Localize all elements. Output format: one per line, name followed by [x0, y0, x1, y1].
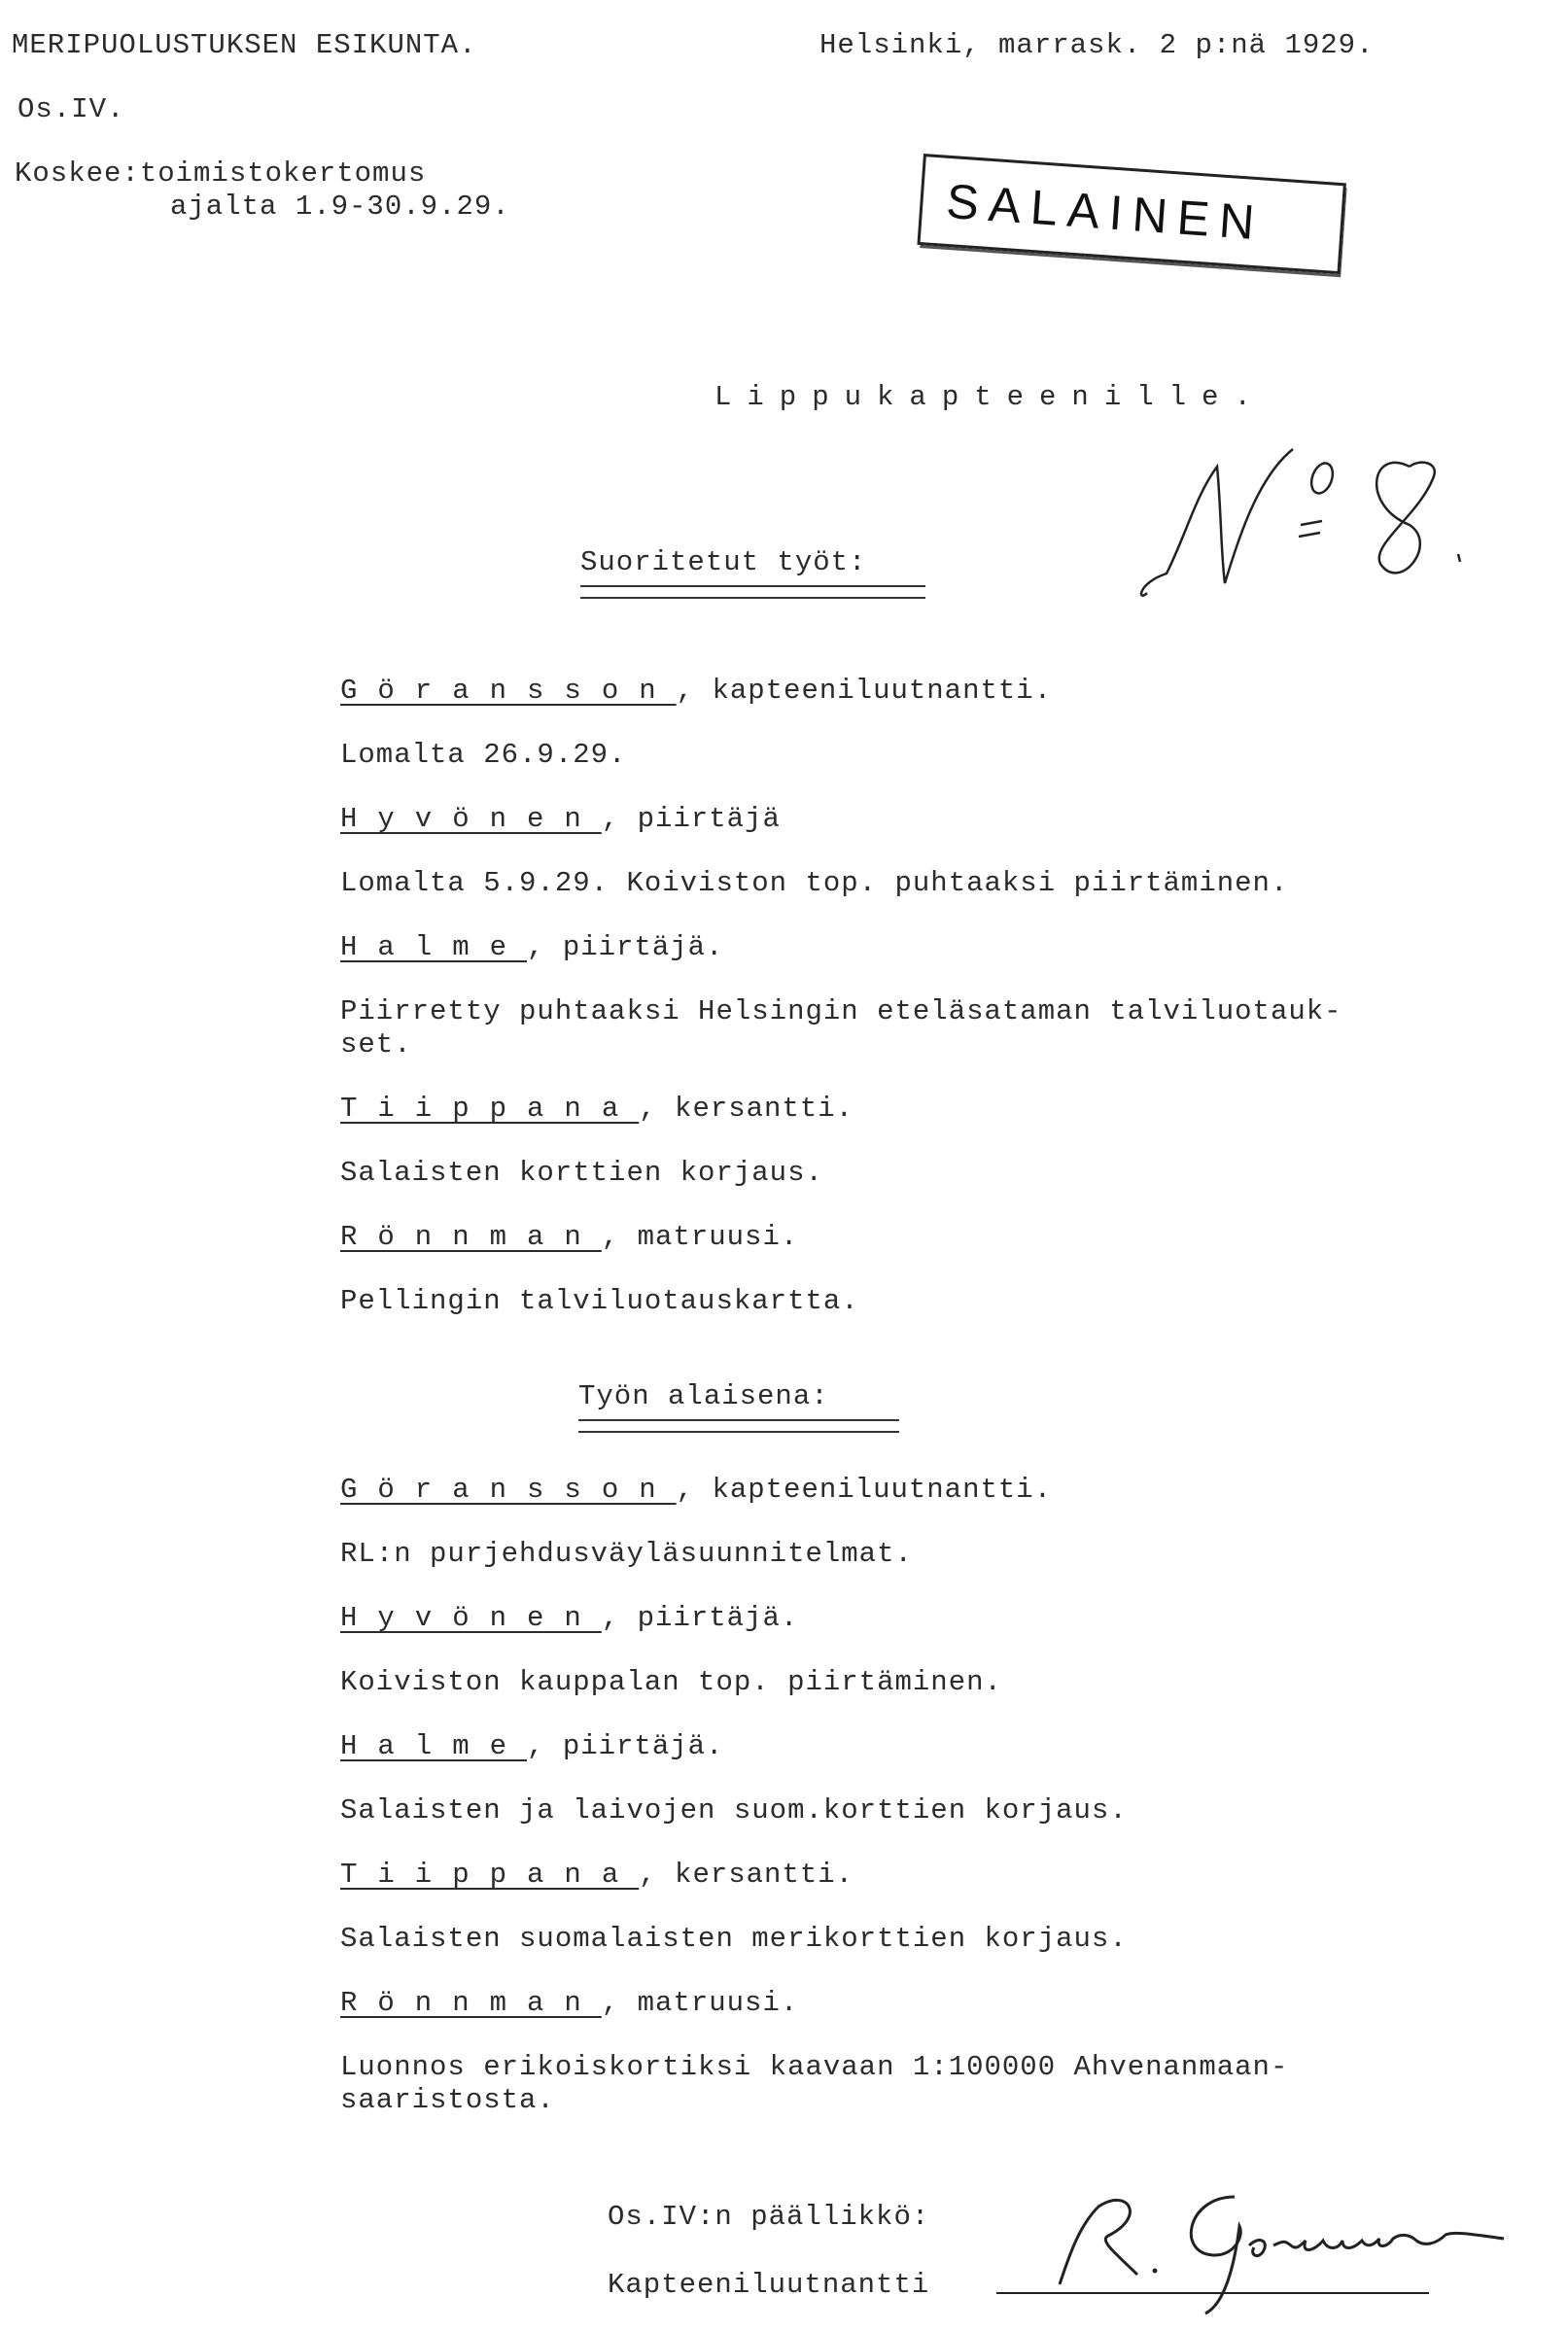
signature-title: Os.IV:n päällikkö:: [608, 2201, 930, 2233]
task-progress-1: Koiviston kauppalan top. piirtäminen.: [340, 1666, 1002, 1698]
entry-progress-1: [340, 1602, 798, 1635]
recipient: Lippukapteenille.: [714, 381, 1267, 413]
entry-progress-4: [340, 1987, 798, 2020]
task-progress-3: Salaisten suomalaisten merikorttien korjaus.: [340, 1923, 1128, 1955]
person-rank: , piirtäjä: [601, 803, 781, 835]
subject-line-1: Koskee:toimistokertomus: [15, 157, 427, 190]
completed-heading-rule: [580, 585, 925, 599]
entry-completed-2: [340, 931, 723, 964]
person-rank: , kapteeniluutnantti.: [676, 1474, 1053, 1506]
entry-progress-2: [340, 1730, 723, 1763]
entry-completed-0: [340, 675, 1052, 708]
person-rank: , matruusi.: [601, 1987, 799, 2019]
person-rank: , piirtäjä.: [601, 1602, 799, 1634]
person-rank: , matruusi.: [601, 1221, 799, 1253]
handwritten-signature: [1040, 2177, 1546, 2323]
task-completed-1: Lomalta 5.9.29. Koiviston top. puhtaaksi piirtäminen.: [340, 867, 1289, 899]
task-progress-2: Salaisten ja laivojen suom.korttien korjaus.: [340, 1794, 1128, 1827]
person-name: Halme: [340, 1730, 528, 1762]
stamp-text: SALAINEN: [944, 173, 1267, 251]
secret-stamp: [917, 154, 1345, 274]
entry-completed-1: [340, 803, 781, 836]
person-rank: , kapteeniluutnantti.: [676, 675, 1053, 707]
person-name: Tiippana: [340, 1093, 640, 1125]
department: Os.IV.: [17, 93, 125, 125]
task-completed-4: Pellingin talviluotauskartta.: [340, 1285, 859, 1317]
person-rank: , kersantti.: [639, 1093, 854, 1125]
person-name: Halme: [340, 931, 528, 963]
task-completed-0: Lomalta 26.9.29.: [340, 739, 627, 771]
person-rank: , piirtäjä.: [527, 1730, 724, 1762]
entry-progress-0: [340, 1474, 1052, 1507]
person-name: Göransson: [340, 675, 677, 707]
task-completed-2: Piirretty puhtaaksi Helsingin eteläsataman talviluotauk-: [340, 995, 1342, 1027]
entry-completed-3: [340, 1093, 854, 1126]
task-progress-4-cont: saaristosta.: [340, 2084, 555, 2116]
task-completed-3: Salaisten korttien korjaus.: [340, 1157, 823, 1189]
entry-progress-3: [340, 1859, 854, 1892]
person-name: Hyvönen: [340, 803, 602, 835]
in-progress-heading-rule: [578, 1419, 899, 1433]
place-date: Helsinki, marrask. 2 p:nä 1929.: [819, 29, 1375, 61]
entry-completed-4: [340, 1221, 798, 1254]
person-name: Rönnman: [340, 1221, 602, 1253]
person-name: Rönnman: [340, 1987, 602, 2019]
signature-rank: Kapteeniluutnantti: [608, 2269, 930, 2301]
person-rank: , piirtäjä.: [527, 931, 724, 963]
in-progress-heading: Työn alaisena:: [578, 1380, 829, 1412]
person-name: Hyvönen: [340, 1602, 602, 1634]
subject-line-2: ajalta 1.9-30.9.29.: [170, 191, 510, 223]
task-completed-2-cont: set.: [340, 1028, 412, 1061]
task-progress-0: RL:n purjehdusväyläsuunnitelmat.: [340, 1538, 913, 1570]
task-progress-4: Luonnos erikoiskortiksi kaavaan 1:100000 Ahvenanmaan-: [340, 2051, 1289, 2083]
person-name: Tiippana: [340, 1859, 640, 1891]
handwritten-number-mark: [1128, 437, 1478, 612]
person-rank: , kersantti.: [639, 1859, 854, 1891]
person-name: Göransson: [340, 1474, 677, 1506]
completed-heading: Suoritetut työt:: [580, 546, 867, 578]
org-name: MERIPUOLUSTUKSEN ESIKUNTA.: [12, 29, 477, 61]
